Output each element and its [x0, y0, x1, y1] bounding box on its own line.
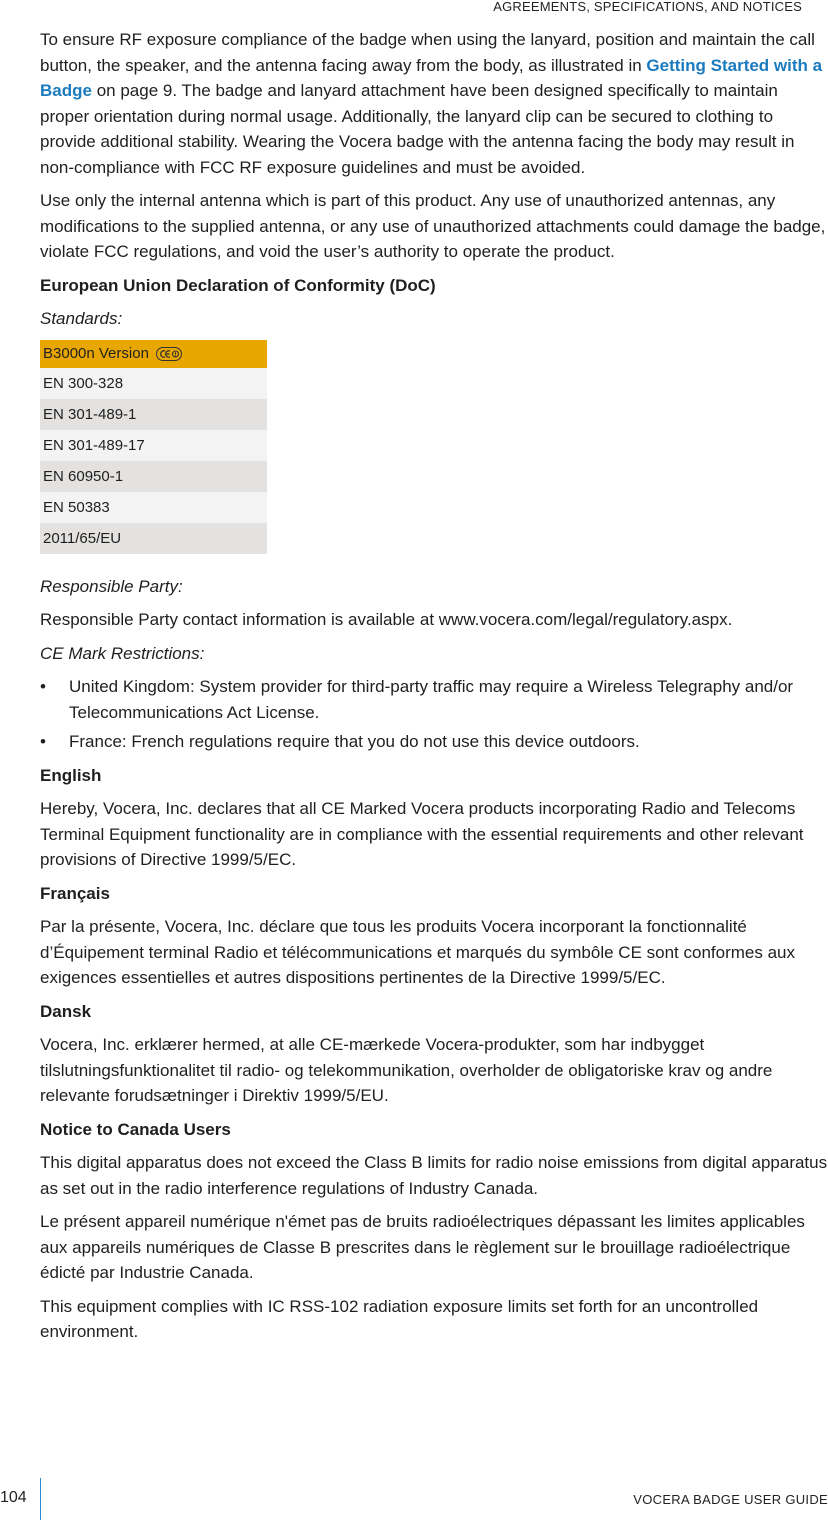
responsible-party-label: Responsible Party: — [40, 576, 183, 596]
footer-divider — [40, 1478, 41, 1520]
standards-table-header-row — [40, 340, 267, 368]
standards-row — [40, 461, 267, 492]
english-text: Hereby, Vocera, Inc. declares that all CE Marked Vocera products incorporating Radio and Telecoms Terminal Equipment functionality are in compliance with the essential requirements and other relevant provisions of Directive 1999/5/EC. — [40, 799, 804, 869]
standard-cell: EN 50383 — [40, 492, 267, 523]
standards-row — [40, 523, 267, 554]
standards-row — [40, 430, 267, 461]
ce-restrictions-label: CE Mark Restrictions: — [40, 643, 205, 663]
footer-guide-title: VOCERA BADGE USER GUIDE — [633, 1492, 828, 1507]
standard-cell: EN 300-328 — [40, 368, 267, 399]
standards-row — [40, 399, 267, 430]
list-item — [40, 674, 828, 725]
canada-heading: Notice to Canada Users — [40, 1119, 231, 1139]
canada-paragraph-1: This digital apparatus does not exceed the Class B limits for radio noise emissions from digital apparatus as set out in the radio interference regulations of Industry Canada. — [40, 1153, 828, 1198]
bullet: • — [40, 732, 46, 751]
standard-cell: EN 60950-1 — [40, 461, 267, 492]
standards-table-header: B3000n Version — [43, 345, 149, 362]
danish-heading: Dansk — [40, 1001, 92, 1021]
danish-text: Vocera, Inc. erklærer hermed, at alle CE-mærkede Vocera-produkter, som har indbygget tilslutningsfunktionalitet til radio- og telekommunikation, overholder de obligatoriske krav og andre relevante forudsætninger i Direktiv 1999/5/EU. — [40, 1035, 773, 1105]
running-header: AGREEMENTS, SPECIFICATIONS, AND NOTICES — [493, 0, 802, 14]
getting-started-link[interactable]: Getting Started with a Badge — [40, 55, 823, 100]
bullet: • — [40, 677, 46, 696]
canada-paragraph-2: Le présent appareil numérique n'émet pas de bruits radioélectriques dépassant les limites applicables aux appareils numériques de Classe B prescrites dans le règlement sur le brouillage radioélectrique édicté par Industrie Canada. — [40, 1212, 805, 1282]
restriction-text: France: French regulations require that you do not use this device outdoors. — [69, 732, 640, 751]
intro-paragraph-1 — [40, 27, 828, 180]
standards-table-header-cell — [40, 340, 267, 368]
canada-paragraph-3: This equipment complies with IC RSS-102 radiation exposure limits set forth for an uncontrolled environment. — [40, 1296, 759, 1341]
eu-doc-heading: European Union Declaration of Conformity (DoC) — [40, 275, 436, 295]
standard-cell: EN 301-489-1 — [40, 399, 267, 430]
french-heading: Français — [40, 883, 110, 903]
restriction-text: United Kingdom: System provider for third-party traffic may require a Wireless Telegraphy and/or Telecommunications Act License. — [69, 677, 794, 722]
standards-table — [40, 340, 267, 554]
intro-text-before-link: To ensure RF exposure compliance of the badge when using the lanyard, position and maintain the call button, the speaker, and the antenna facing away from the body, as illustrated in — [40, 30, 815, 75]
french-text: Par la présente, Vocera, Inc. déclare que tous les produits Vocera incorporant la fonctionnalité d’Équipement terminal Radio et télécommunications et marqués du symbôle CE sont conformes aux exigences essentielles et autres dispositions pertinentes de la Directive 1999/5/EC. — [40, 917, 795, 987]
intro-text-after-link: on page 9. The badge and lanyard attachment have been designed specifically to maintain proper orientation during normal usage. Additionally, the lanyard clip can be secured to clothing to provide additional stability. Wearing the Vocera badge with the antenna facing the body may result in non-compliance with FCC RF exposure guidelines and must be avoided. — [40, 81, 795, 177]
standard-cell: EN 301-489-17 — [40, 430, 267, 461]
standards-row — [40, 368, 267, 399]
page-number: 104 — [0, 1489, 27, 1506]
responsible-party-text: Responsible Party contact information is available at www.vocera.com/legal/regulatory.aspx. — [40, 610, 733, 629]
page-content — [40, 27, 828, 1353]
standard-cell: 2011/65/EU — [40, 523, 267, 554]
intro-paragraph-2: Use only the internal antenna which is part of this product. Any use of unauthorized antennas, any modifications to the supplied antenna, or any use of unauthorized attachments could damage the badge, violate FCC regulations, and void the user’s authority to operate the product. — [40, 191, 826, 261]
ce-mark-icon — [156, 347, 182, 361]
list-item — [40, 729, 828, 755]
standards-label: Standards: — [40, 309, 123, 328]
standards-row — [40, 492, 267, 523]
ce-restrictions-list — [40, 674, 828, 755]
english-heading: English — [40, 765, 102, 785]
